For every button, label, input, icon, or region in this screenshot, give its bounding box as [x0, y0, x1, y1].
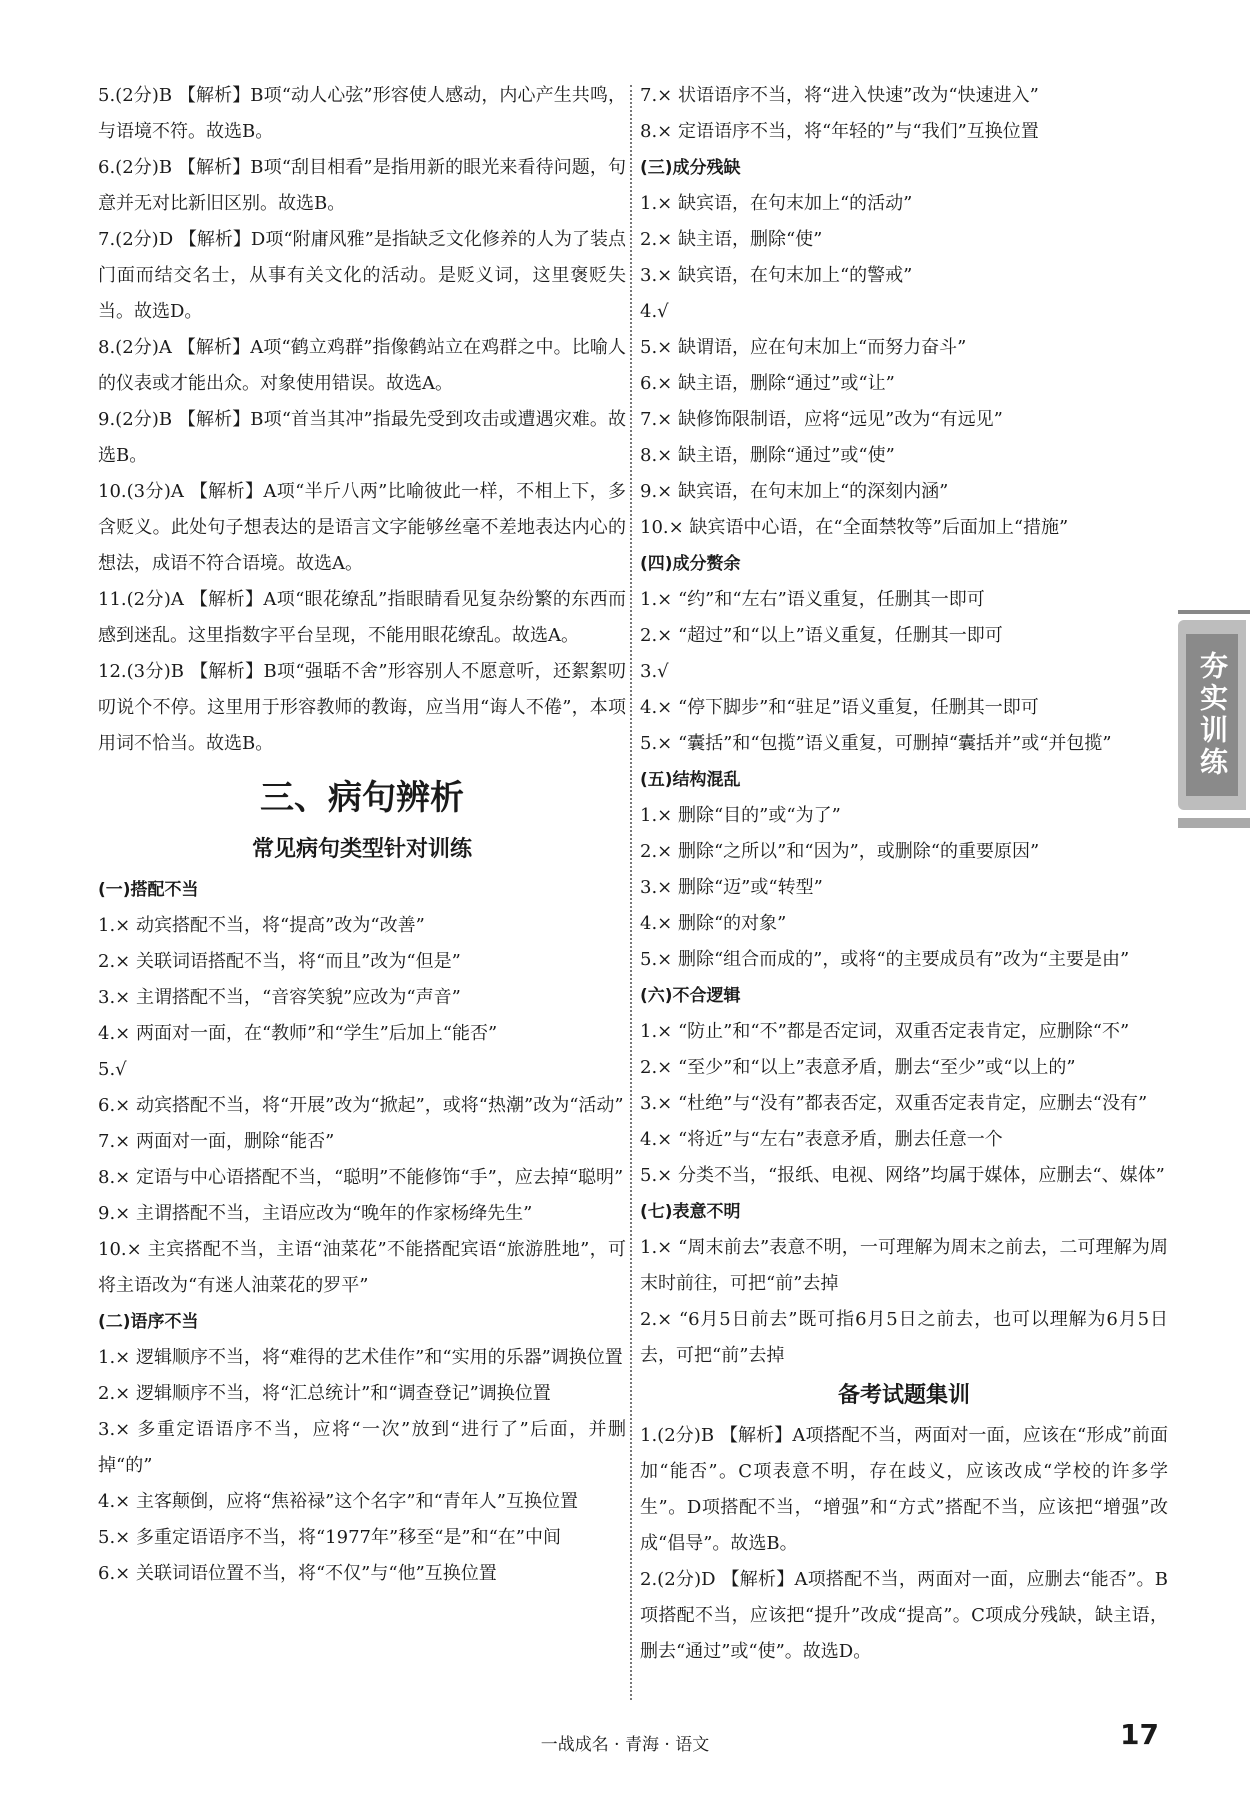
page-number: 17	[1120, 1718, 1159, 1751]
answer-item: 7.(2分)D 【解析】D项“附庸风雅”是指缺乏文化修养的人为了装点门面而结交名士，从事有关文化的活动。是贬义词，这里褒贬失当。故选D。	[98, 229, 626, 322]
answer-item: 8.× 定语语序不当，将“年轻的”与“我们”互换位置	[640, 121, 1039, 142]
group-heading: (六)不合逻辑	[640, 986, 741, 1006]
answer-item: 6.× 缺主语，删除“通过”或“让”	[640, 373, 895, 394]
answer-item: 4.× 删除“的对象”	[640, 913, 787, 934]
answer-item: 1.× 逻辑顺序不当，将“难得的艺术佳作”和“实用的乐器”调换位置	[98, 1347, 623, 1368]
left-column	[98, 78, 626, 1592]
answer-item: 2.× 缺主语，删除“使”	[640, 229, 823, 250]
group-heading: (七)表意不明	[640, 1202, 741, 1222]
answer-item: 3.√	[640, 661, 669, 682]
answer-item: 2.× 删除“之所以”和“因为”，或删除“的重要原因”	[640, 841, 1040, 862]
section-subtitle: 常见病句类型针对训练	[251, 837, 472, 862]
answer-item: 4.√	[640, 301, 669, 322]
answer-item: 10.(3分)A 【解析】A项“半斤八两”比喻彼此一样，不相上下，多含贬义。此处句子想表达的是语言文字能够丝毫不差地表达内心的想法，成语不符合语境。故选A。	[98, 481, 626, 574]
column-divider	[630, 85, 632, 1700]
answer-item: 9.× 主谓搭配不当，主语应改为“晚年的作家杨绛先生”	[98, 1203, 533, 1224]
answer-item: 5.× “囊括”和“包揽”语义重复，可删掉“囊括并”或“并包揽”	[640, 733, 1112, 754]
answer-item: 3.× 多重定语语序不当，应将“一次”放到“进行了”后面，并删掉“的”	[98, 1419, 626, 1476]
answer-item: 8.× 缺主语，删除“通过”或“使”	[640, 445, 895, 466]
answer-item: 1.× 缺宾语，在句末加上“的活动”	[640, 193, 913, 214]
answer-item: 4.× 两面对一面，在“教师”和“学生”后加上“能否”	[98, 1023, 498, 1044]
answer-item: 2.× 关联词语搭配不当，将“而且”改为“但是”	[98, 951, 461, 972]
side-tab-strip	[1178, 818, 1250, 828]
answer-item: 5.(2分)B 【解析】B项“动人心弦”形容使人感动，内心产生共鸣，与语境不符。故选B。	[98, 85, 626, 142]
answer-item: 4.× “停下脚步”和“驻足”语义重复，任删其一即可	[640, 697, 1039, 718]
answer-item: 2.× “6月5日前去”既可指6月5日之前去，也可以理解为6月5日去，可把“前”去掉	[640, 1309, 1168, 1366]
right-column	[640, 78, 1168, 1670]
answer-item: 8.× 定语与中心语搭配不当，“聪明”不能修饰“手”，应去掉“聪明”	[98, 1167, 624, 1188]
answer-item: 1.× “周末前去”表意不明，一可理解为周末之前去，二可理解为周末时前往，可把“前”去掉	[640, 1237, 1168, 1294]
answer-item: 3.× 删除“迈”或“转型”	[640, 877, 823, 898]
answer-item: 2.× “超过”和“以上”语义重复，任删其一即可	[640, 625, 1003, 646]
answer-item: 5.√	[98, 1059, 127, 1080]
answer-item: 10.× 主宾搭配不当，主语“油菜花”不能搭配宾语“旅游胜地”，可将主语改为“有迷人油菜花的罗平”	[98, 1239, 626, 1296]
answer-item: 1.× 删除“目的”或“为了”	[640, 805, 841, 826]
page-footer: 一战成名 · 青海 · 语文	[540, 1735, 710, 1755]
group-heading: (二)语序不当	[98, 1312, 199, 1332]
answer-item: 3.× 缺宾语，在句末加上“的警戒”	[640, 265, 913, 286]
answer-item: 10.× 缺宾语中心语，在“全面禁牧等”后面加上“措施”	[640, 517, 1069, 538]
answer-item: 1.× “约”和“左右”语义重复，任删其一即可	[640, 589, 985, 610]
answer-item: 9.× 缺宾语，在句末加上“的深刻内涵”	[640, 481, 949, 502]
answer-item: 5.× 多重定语语序不当，将“1977年”移至“是”和“在”中间	[98, 1527, 561, 1548]
exam-section-title: 备考试题集训	[837, 1383, 970, 1408]
answer-item: 5.× 缺谓语，应在句末加上“而努力奋斗”	[640, 337, 967, 358]
answer-item: 4.× 主客颠倒，应将“焦裕禄”这个名字”和“青年人”互换位置	[98, 1491, 578, 1512]
group-heading: (三)成分残缺	[640, 158, 741, 178]
answer-item: 2.× “至少”和“以上”表意矛盾，删去“至少”或“以上的”	[640, 1057, 1076, 1078]
side-tab-label: 夯实训练	[1186, 634, 1238, 796]
answer-item: 12.(3分)B 【解析】B项“强聒不舍”形容别人不愿意听，还絮絮叨叨说个不停。这里用于形容教师的教诲，应当用“诲人不倦”，本项用词不恰当。故选B。	[98, 661, 626, 754]
answer-item: 11.(2分)A 【解析】A项“眼花缭乱”指眼睛看见复杂纷繁的东西而感到迷乱。这里指数字平台呈现，不能用眼花缭乱。故选A。	[98, 589, 626, 646]
answer-item: 7.× 缺修饰限制语，应将“远见”改为“有远见”	[640, 409, 1003, 430]
answer-item: 6.× 动宾搭配不当，将“开展”改为“掀起”，或将“热潮”改为“活动”	[98, 1095, 624, 1116]
answer-item: 6.(2分)B 【解析】B项“刮目相看”是指用新的眼光来看待问题，句意并无对比新旧区别。故选B。	[98, 157, 626, 214]
group-heading: (一)搭配不当	[98, 880, 199, 900]
section-title: 三、病句辨析	[260, 778, 464, 818]
answer-item: 2.× 逻辑顺序不当，将“汇总统计”和“调查登记”调换位置	[98, 1383, 551, 1404]
answer-item: 1.× 动宾搭配不当，将“提高”改为“改善”	[98, 915, 425, 936]
answer-item: 7.× 两面对一面，删除“能否”	[98, 1131, 335, 1152]
answer-item: 8.(2分)A 【解析】A项“鹤立鸡群”指像鹤站立在鸡群之中。比喻人的仪表或才能出众。对象使用错误。故选A。	[98, 337, 626, 394]
group-heading: (五)结构混乱	[640, 770, 741, 790]
answer-item: 9.(2分)B 【解析】B项“首当其冲”指最先受到攻击或遭遇灾难。故选B。	[98, 409, 626, 466]
answer-item: 1.(2分)B 【解析】A项搭配不当，两面对一面，应该在“形成”前面加“能否”。C项表意不明，存在歧义，应该改成“学校的许多学生”。D项搭配不当，“增强”和“方式”搭配不当，应该把“增强”改成“倡导”。故选B。	[640, 1425, 1168, 1554]
answer-item: 3.× 主谓搭配不当，“音容笑貌”应改为“声音”	[98, 987, 461, 1008]
side-tab	[1178, 620, 1246, 810]
answer-item: 2.(2分)D 【解析】A项搭配不当，两面对一面，应删去“能否”。B项搭配不当，应该把“提升”改成“提高”。C项成分残缺，缺主语，删去“通过”或“使”。故选D。	[640, 1569, 1168, 1662]
answer-item: 1.× “防止”和“不”都是否定词，双重否定表肯定，应删除“不”	[640, 1021, 1130, 1042]
side-tab-strip	[1178, 610, 1250, 614]
answer-item: 5.× 分类不当，“报纸、电视、网络”均属于媒体，应删去“、媒体”	[640, 1165, 1165, 1186]
answer-item: 3.× “杜绝”与“没有”都表否定，双重否定表肯定，应删去“没有”	[640, 1093, 1148, 1114]
answer-item: 7.× 状语语序不当，将“进入快速”改为“快速进入”	[640, 85, 1039, 106]
answer-item: 4.× “将近”与“左右”表意矛盾，删去任意一个	[640, 1129, 1003, 1150]
answer-item: 6.× 关联词语位置不当，将“不仅”与“他”互换位置	[98, 1563, 497, 1584]
answer-item: 5.× 删除“组合而成的”，或将“的主要成员有”改为“主要是由”	[640, 949, 1130, 970]
group-heading: (四)成分赘余	[640, 554, 741, 574]
